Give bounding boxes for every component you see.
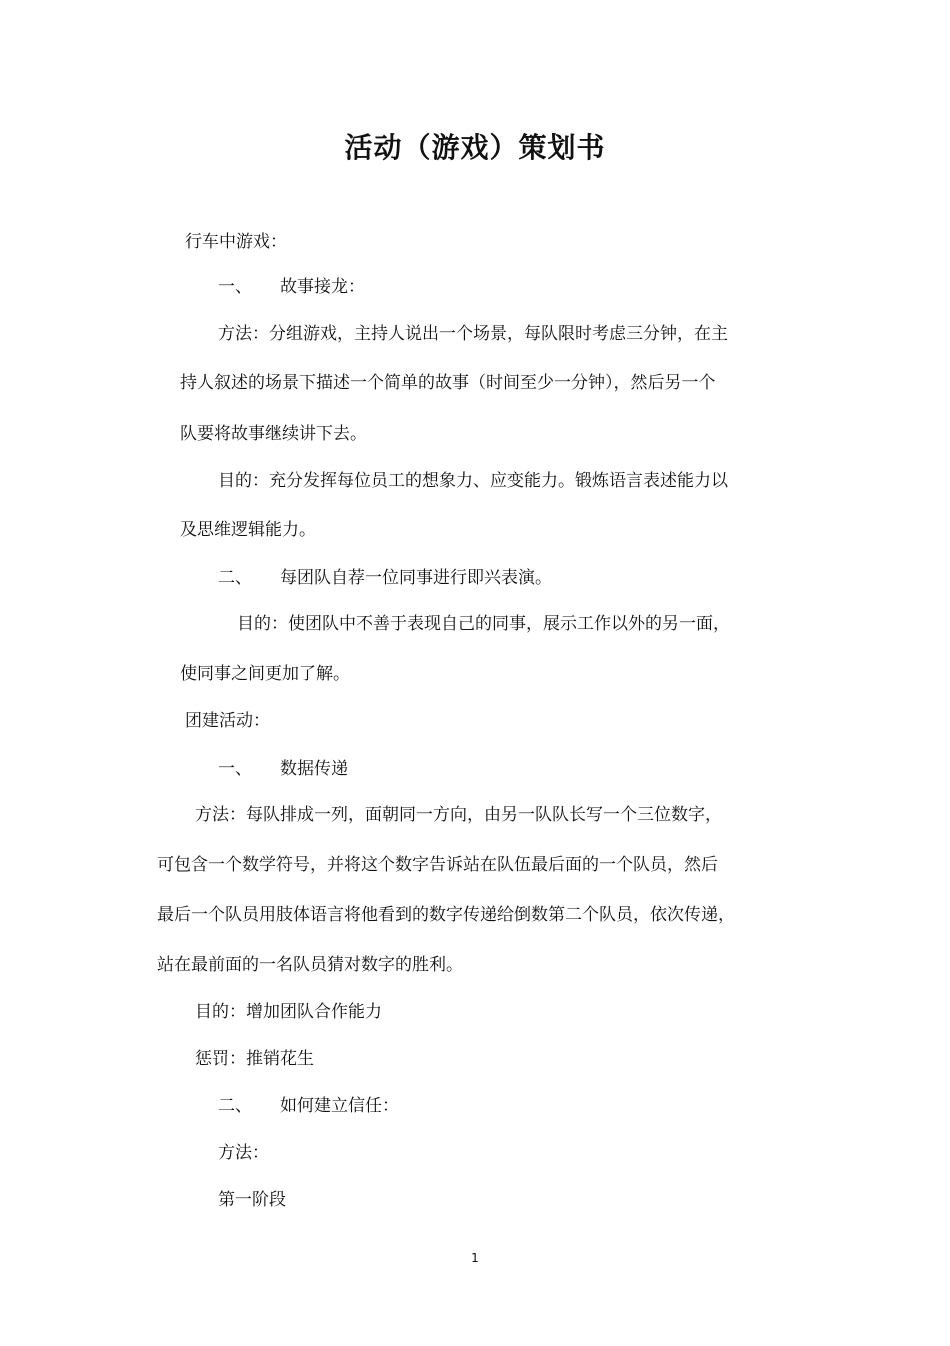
paragraph-line: 目的：增加团队合作能力 [195,1002,382,1022]
list-item-text: 故事接龙： [280,277,365,297]
list-number: 二、 [218,1096,252,1116]
list-item-story-chain [218,275,365,299]
page-number: 1 [471,1251,479,1265]
paragraph-line: 使同事之间更加了解。 [180,664,350,684]
paragraph-line: 第一阶段 [218,1190,286,1210]
paragraph-line: 可包含一个数学符号，并将这个数字告诉站在队伍最后面的一个队员，然后 [157,855,718,875]
list-number: 一、 [218,277,252,297]
paragraph-line: 方法：分组游戏，主持人说出一个场景，每队限时考虑三分钟，在主 [218,324,728,344]
paragraph-line: 及思维逻辑能力。 [180,520,316,540]
list-item-text: 如何建立信任： [280,1096,399,1116]
list-item-text: 数据传递 [280,759,348,779]
paragraph-line: 目的：使团队中不善于表现自己的同事，展示工作以外的另一面， [237,614,730,634]
paragraph-line: 惩罚：推销花生 [195,1049,314,1069]
paragraph-line: 持人叙述的场景下描述一个简单的故事（时间至少一分钟），然后另一个 [180,373,716,393]
paragraph-line: 方法：每队排成一列，面朝同一方向，由另一队队长写一个三位数字， [195,805,722,825]
list-item-text: 每团队自荐一位同事进行即兴表演。 [280,568,552,588]
list-item-build-trust [218,1094,399,1118]
section-heading-driving-games: 行车中游戏： [185,232,287,252]
paragraph-line: 队要将故事继续讲下去。 [180,424,367,444]
list-item-improv [218,566,552,590]
section-heading-team-building: 团建活动： [185,711,270,731]
paragraph-line: 最后一个队员用肢体语言将他看到的数字传递给倒数第二个队员，依次传递， [157,905,735,925]
document-title: 活动（游戏）策划书 [344,131,606,164]
paragraph-line: 方法： [218,1143,269,1163]
list-number: 二、 [218,568,252,588]
paragraph-line: 目的：充分发挥每位员工的想象力、应变能力。锻炼语言表述能力以 [218,471,728,491]
paragraph-line: 站在最前面的一名队员猜对数字的胜利。 [157,955,463,975]
list-number: 一、 [218,759,252,779]
list-item-data-relay [218,757,348,781]
